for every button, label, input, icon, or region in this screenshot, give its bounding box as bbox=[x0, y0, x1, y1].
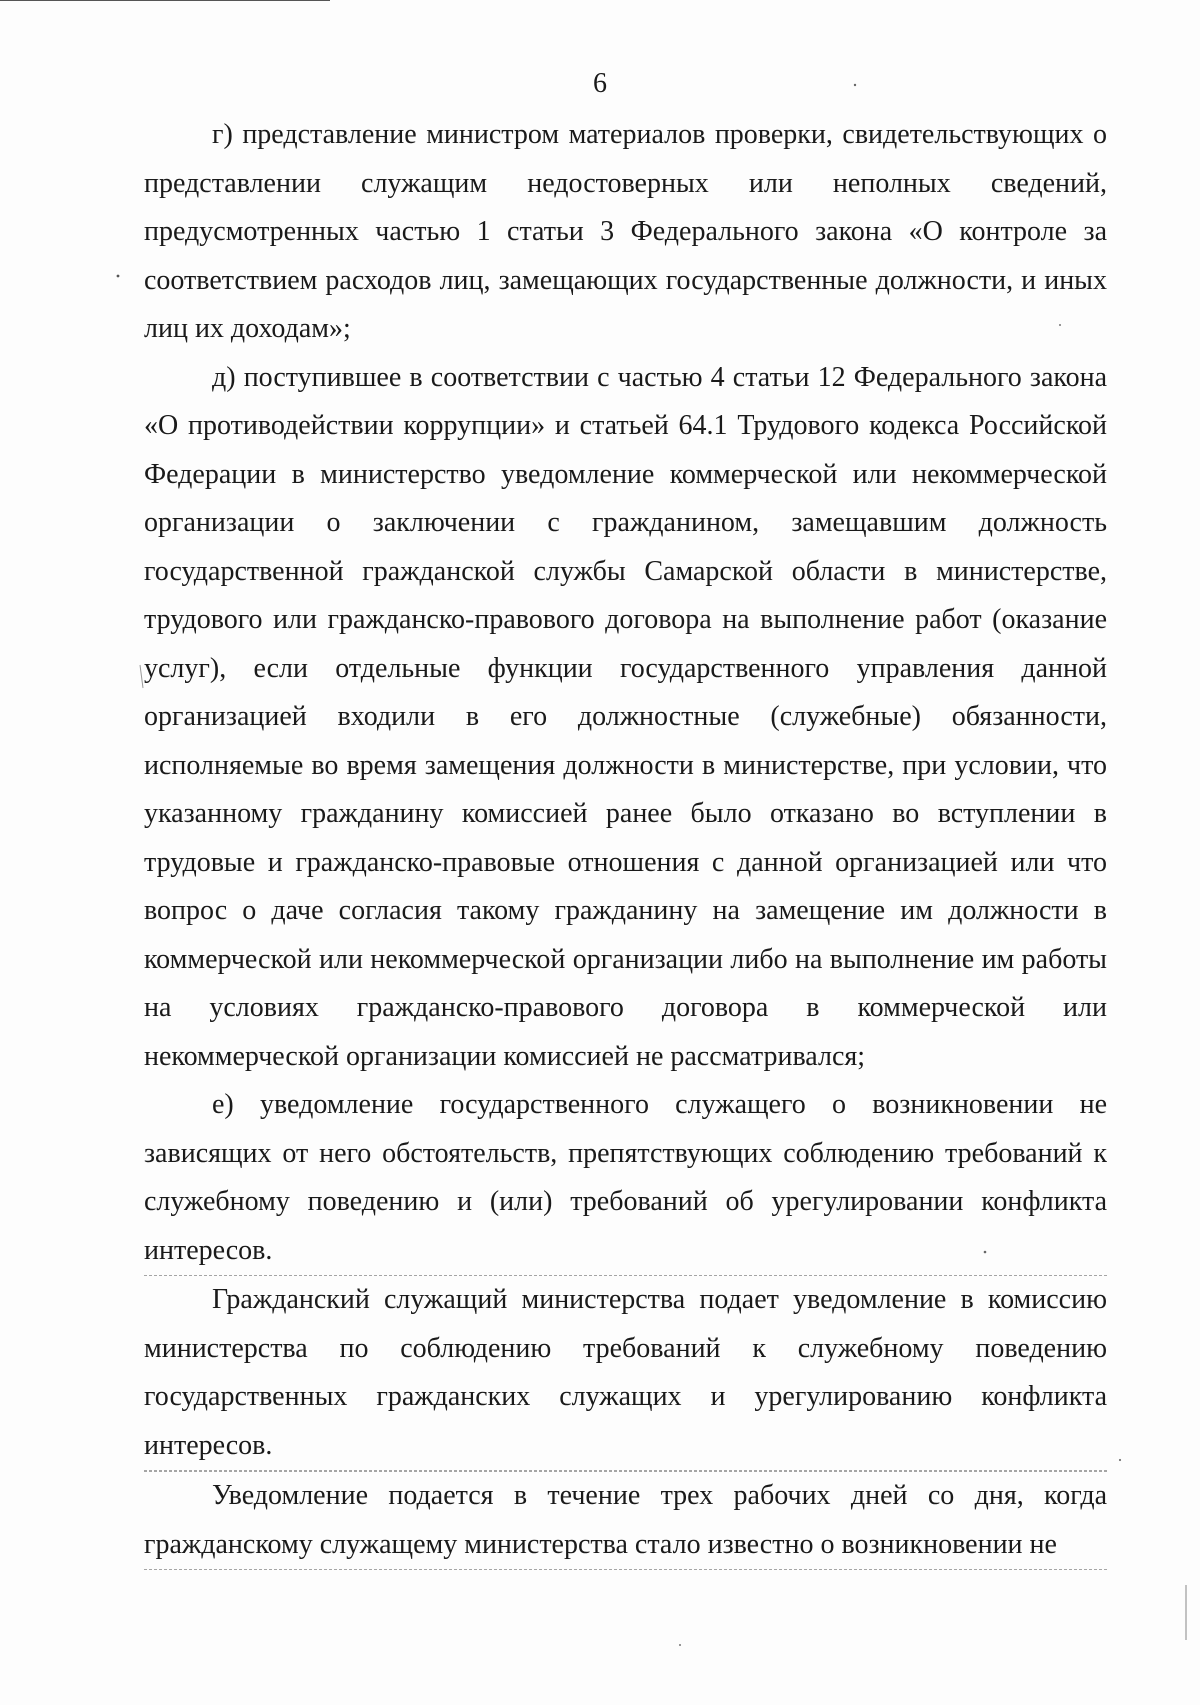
scan-top-rule bbox=[0, 0, 330, 1]
paragraph-notice-deadline: Уведомление подается в течение трех рабочих дней со дня, когда гражданскому служащему министерства стало известно о возникновении не bbox=[144, 1471, 1107, 1570]
paragraph-d: д) поступившее в соответствии с частью 4 статьи 12 Федерального закона «О противодействии коррупции» и статьей 64.1 Трудового кодекса Российской Федерации в министерство уведомление коммерческой или некоммерческой организации о заключении с гражданином, замещавшим должность государственной гражданской службы Самарской области в министерстве, трудового или гражданско-правового договора на выполнение работ (оказание услуг), если отдельные функции государственного управления данной организацией входили в его должностные (служебные) обязанности, исполняемые во время замещения должности в министерстве, при условии, что указанному гражданину комиссией ранее было отказано во вступлении в трудовые и гражданско-правовые отношения с данной организацией или что вопрос о даче согласия такому гражданину на замещение им должности в коммерческой или некоммерческой организации либо на выполнение им работы на условиях гражданско-правового договора в коммерческой или некоммерческой организации комиссией не рассматривался; bbox=[144, 361, 1107, 1072]
page-number: 6 bbox=[593, 68, 607, 99]
paragraph-g: г) представление министром материалов проверки, свидетельствующих о представлении служащим недостоверных или неполных сведений, предусмотренных частью 1 статьи 3 Федерального закона «О контроле за соответствием расходов лиц, замещающих государственные должности, и иных лиц их доходам»; bbox=[144, 119, 1107, 344]
document-body bbox=[144, 111, 1107, 1570]
paragraph-notice-submission: Гражданский служащий министерства подает уведомление в комиссию министерства по соблюдению требований к служебному поведению государственных гражданских служащих и урегулированию конфликта интересов. bbox=[144, 1275, 1107, 1471]
paragraph-e: е) уведомление государственного служащего о возникновении не зависящих от него обстоятельств, препятствующих соблюдению требований к служебному поведению и (или) требований об урегулировании конфликта интересов. bbox=[144, 1089, 1107, 1266]
